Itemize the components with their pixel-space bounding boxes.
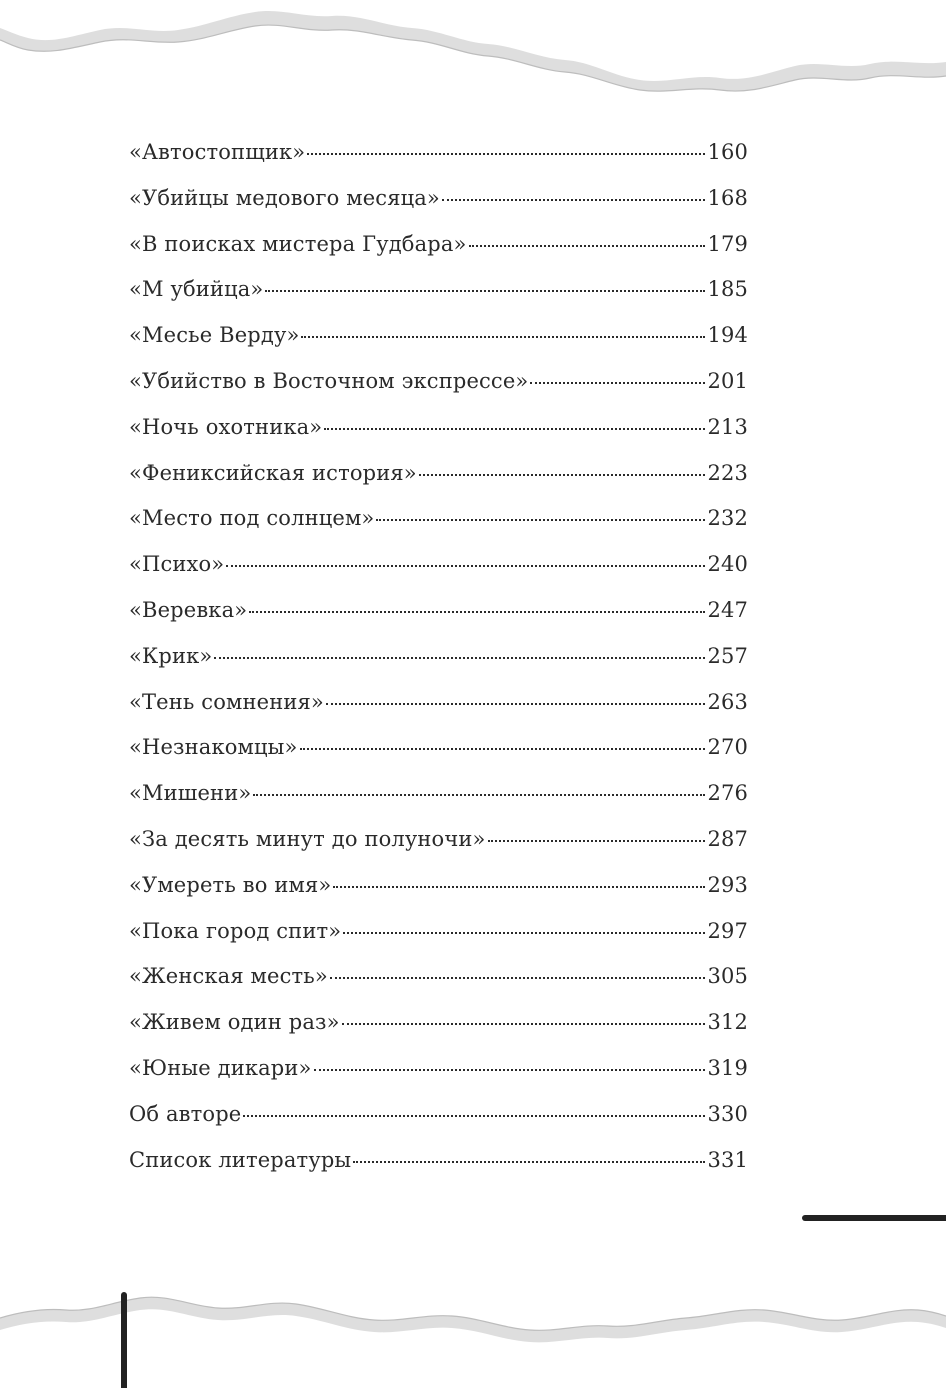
dot-leader [253,794,705,796]
toc-entry-page-number: 257 [707,643,748,668]
toc-entry-page-number: 247 [707,597,748,622]
torn-paper-top-edge [0,0,946,95]
dot-leader [301,336,705,338]
dot-leader [243,1115,705,1117]
toc-entry-title: «Веревка» [129,597,248,622]
toc-entry [129,725,748,771]
toc-entry-title: «Тень сомнения» [129,689,324,714]
toc-entry-page-number: 287 [707,826,748,851]
toc-entry [129,222,748,268]
toc-entry-page-number: 331 [707,1147,748,1172]
toc-entry-title: «Пока город спит» [129,918,342,943]
dot-leader [343,932,705,934]
dot-leader [314,1069,706,1071]
dot-leader [419,474,706,476]
dot-leader [249,611,705,613]
toc-entry-title: Об авторе [129,1101,242,1126]
dot-leader [226,565,705,567]
toc-entry-title: «Ночь охотника» [129,414,323,439]
toc-entry [129,405,748,451]
toc-entry [129,542,748,588]
toc-entry-title: «Автостопщик» [129,140,306,164]
decorative-horizontal-bar [802,1215,946,1221]
toc-entry [129,1138,748,1184]
toc-entry-title: «Незнакомцы» [129,735,298,760]
toc-entry-page-number: 232 [707,506,748,531]
toc-entry [129,451,748,497]
toc-entry [129,909,748,955]
toc-entry-page-number: 263 [707,689,748,714]
dot-leader [324,428,705,430]
dot-leader [353,1161,705,1163]
toc-entry-title: «Умереть во имя» [129,872,332,897]
toc-entry [129,1000,748,1046]
toc-entry [129,817,748,863]
toc-entry-title: «Юные дикари» [129,1055,312,1080]
toc-entry-title: «Месье Верду» [129,323,300,348]
toc-entry-page-number: 319 [707,1055,748,1080]
toc-entry [129,771,748,817]
toc-entry-page-number: 312 [707,1010,748,1035]
table-of-contents [129,130,748,1183]
dot-leader [326,703,706,705]
dot-leader [376,519,705,521]
toc-entry-page-number: 223 [707,460,748,485]
toc-entry-title: «Живем один раз» [129,1010,340,1035]
torn-paper-bottom-edge [0,1290,946,1388]
toc-entry-title: «Мишени» [129,781,252,806]
toc-entry [129,954,748,1000]
toc-entry-page-number: 160 [707,140,748,164]
toc-entry-page-number: 297 [707,918,748,943]
toc-entry [129,1046,748,1092]
dot-leader [333,886,705,888]
toc-entry [129,680,748,726]
toc-entry-title: «Женская месть» [129,964,328,989]
toc-entry [129,267,748,313]
toc-entry-page-number: 240 [707,552,748,577]
toc-entry-title: «Убийцы медового месяца» [129,185,440,210]
toc-entry-page-number: 168 [707,185,748,210]
toc-entry-page-number: 201 [707,368,748,393]
toc-entry-title: «М убийца» [129,277,264,302]
toc-entry [129,359,748,405]
toc-entry-page-number: 330 [707,1101,748,1126]
toc-entry [129,130,748,176]
toc-entry-title: Список литературы [129,1147,352,1172]
toc-entry [129,496,748,542]
dot-leader [469,245,706,247]
dot-leader [214,657,705,659]
decorative-vertical-bar [121,1292,127,1388]
toc-entry-title: «Психо» [129,552,225,577]
toc-entry [129,313,748,359]
dot-leader [307,153,705,155]
toc-entry-page-number: 270 [707,735,748,760]
toc-entry-page-number: 179 [707,231,748,256]
toc-entry-page-number: 293 [707,872,748,897]
dot-leader [488,840,706,842]
toc-entry-title: «В поисках мистера Гудбара» [129,231,467,256]
toc-entry-title: «Крик» [129,643,213,668]
dot-leader [265,290,705,292]
toc-entry-title: «Место под солнцем» [129,506,375,531]
toc-entry [129,863,748,909]
toc-entry-page-number: 185 [707,277,748,302]
dot-leader [342,1023,706,1025]
dot-leader [300,748,706,750]
toc-entry [129,176,748,222]
toc-entry-page-number: 213 [707,414,748,439]
toc-entry-title: «Убийство в Восточном экспрессе» [129,368,529,393]
dot-leader [330,977,706,979]
toc-entry-title: «Фениксийская история» [129,460,417,485]
toc-entry [129,1092,748,1138]
dot-leader [442,199,706,201]
toc-entry-title: «За десять минут до полуночи» [129,826,486,851]
toc-entry-page-number: 194 [707,323,748,348]
dot-leader [530,382,705,384]
toc-entry [129,588,748,634]
toc-entry-page-number: 305 [707,964,748,989]
toc-entry-page-number: 276 [707,781,748,806]
toc-entry [129,634,748,680]
